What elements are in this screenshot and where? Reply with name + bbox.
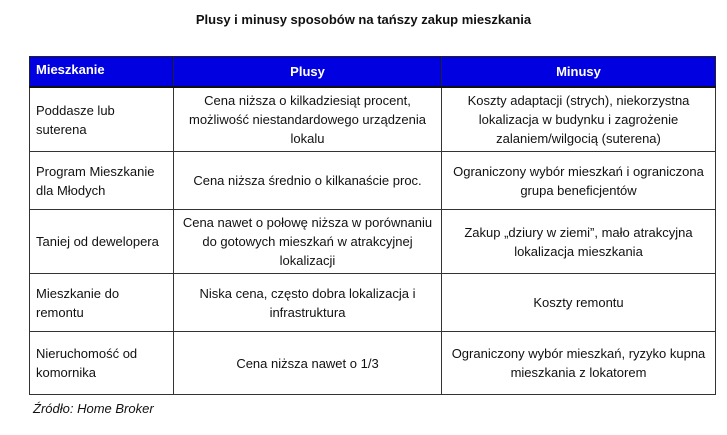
row-label: Nieruchomość od komornika xyxy=(30,332,174,395)
header-row xyxy=(30,57,716,88)
row-label: Taniej od dewelopera xyxy=(30,210,174,274)
plusy-cell: Niska cena, często dobra lokalizacja i infrastruktura xyxy=(174,274,442,332)
row-label: Poddasze lub suterena xyxy=(30,87,174,152)
minusy-cell: Zakup „dziury w ziemi”, mało atrakcyjna lokalizacja mieszkania xyxy=(442,210,716,274)
table-row xyxy=(30,152,716,210)
table-title: Plusy i minusy sposobów na tańszy zakup mieszkania xyxy=(195,12,532,27)
comparison-table xyxy=(29,56,716,395)
plusy-cell: Cena niższa o kilkadziesiąt procent, możliwość niestandardowego urządzenia lokalu xyxy=(174,87,442,152)
plusy-cell: Cena nawet o połowę niższa w porównaniu do gotowych mieszkań w atrakcyjnej lokalizacji xyxy=(174,210,442,274)
minusy-cell: Ograniczony wybór mieszkań, ryzyko kupna mieszkania z lokatorem xyxy=(442,332,716,395)
source-note: Źródło: Home Broker xyxy=(33,401,154,416)
minusy-cell: Ograniczony wybór mieszkań i ograniczona grupa beneficjentów xyxy=(442,152,716,210)
minusy-cell: Koszty remontu xyxy=(442,274,716,332)
row-label: Mieszkanie do remontu xyxy=(30,274,174,332)
table-row xyxy=(30,274,716,332)
plusy-cell: Cena niższa średnio o kilkanaście proc. xyxy=(174,152,442,210)
minusy-cell: Koszty adaptacji (strych), niekorzystna lokalizacja w budynku i zagrożenie zalaniem/wilgocią (suterena) xyxy=(442,87,716,152)
table-row xyxy=(30,332,716,395)
table-row xyxy=(30,87,716,152)
header-mieszkanie: Mieszkanie xyxy=(30,57,174,88)
header-minusy: Minusy xyxy=(442,57,716,88)
table-row xyxy=(30,210,716,274)
header-plusy: Plusy xyxy=(174,57,442,88)
plusy-cell: Cena niższa nawet o 1/3 xyxy=(174,332,442,395)
row-label: Program Mieszkanie dla Młodych xyxy=(30,152,174,210)
